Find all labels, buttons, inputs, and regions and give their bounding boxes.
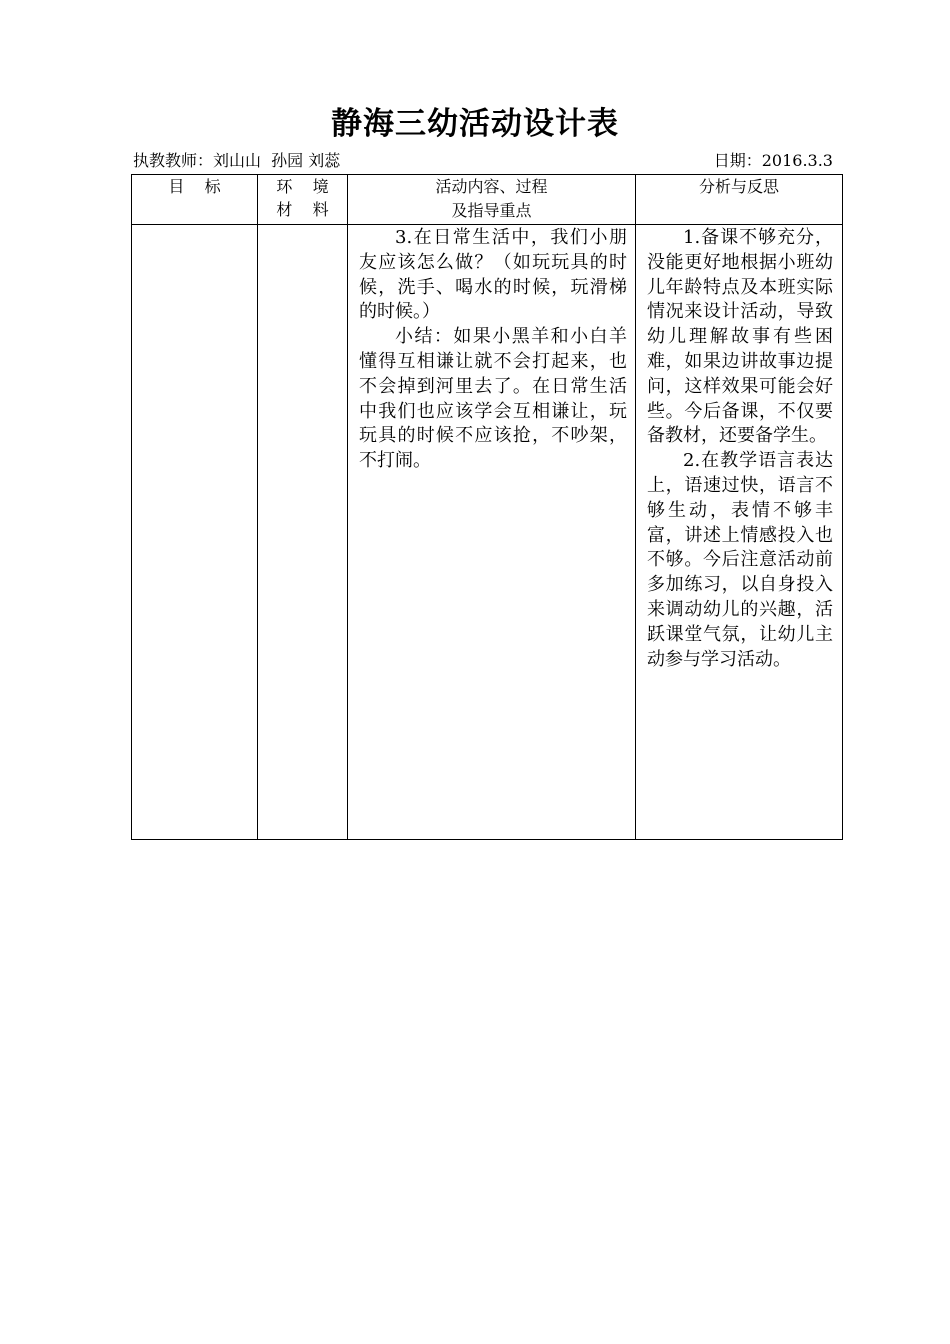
analysis-cell	[636, 225, 843, 840]
teachers-line: 执教教师：刘山山 孙园 刘蕊	[133, 151, 341, 170]
header-goal	[132, 175, 258, 225]
header-content-line2: 及指导重点	[451, 201, 532, 220]
analysis-paragraph-1: 1.备课不够充分，没能更好地根据小班幼儿年龄特点及本班实际情况来设计活动，导致幼儿理解故事有些困难，如果边讲故事边提问，这样效果可能会好些。今后备课，不仅要备教材，还要备学生。	[647, 227, 833, 447]
header-environment-materials	[258, 175, 348, 225]
activity-design-table	[131, 174, 843, 840]
date-line: 日期：2016.3.3	[713, 151, 833, 170]
document-title: 静海三幼活动设计表	[331, 106, 619, 142]
content-paragraph-2: 小结：如果小黑羊和小白羊懂得互相谦让就不会打起来，也不会掉到河里去了。在日常生活中我们也应该学会互相谦让，玩玩具的时候不应该抢，不吵架，不打闹。	[359, 326, 627, 472]
header-analysis-label: 分析与反思	[698, 177, 779, 196]
header-env-line1: 环 境	[276, 177, 329, 196]
header-content-line1: 活动内容、过程	[435, 177, 548, 196]
table-header-row	[132, 175, 843, 225]
header-goal-label: 目 标	[168, 177, 221, 196]
content-cell	[348, 225, 636, 840]
header-analysis-reflection	[636, 175, 843, 225]
environment-cell	[258, 225, 348, 840]
table-row	[132, 225, 843, 840]
header-content-process	[348, 175, 636, 225]
header-env-line2: 材 料	[276, 200, 329, 219]
goal-cell	[132, 225, 258, 840]
content-paragraph-1: 3.在日常生活中，我们小朋友应该怎么做？（如玩玩具的时候，洗手、喝水的时候，玩滑梯的时候。）	[359, 227, 627, 323]
analysis-paragraph-2: 2.在教学语言表达上，语速过快，语言不够生动，表情不够丰富，讲述上情感投入也不够。今后注意活动前多加练习，以自身投入来调动幼儿的兴趣，活跃课堂气氛，让幼儿主动参与学习活动。	[647, 450, 833, 670]
